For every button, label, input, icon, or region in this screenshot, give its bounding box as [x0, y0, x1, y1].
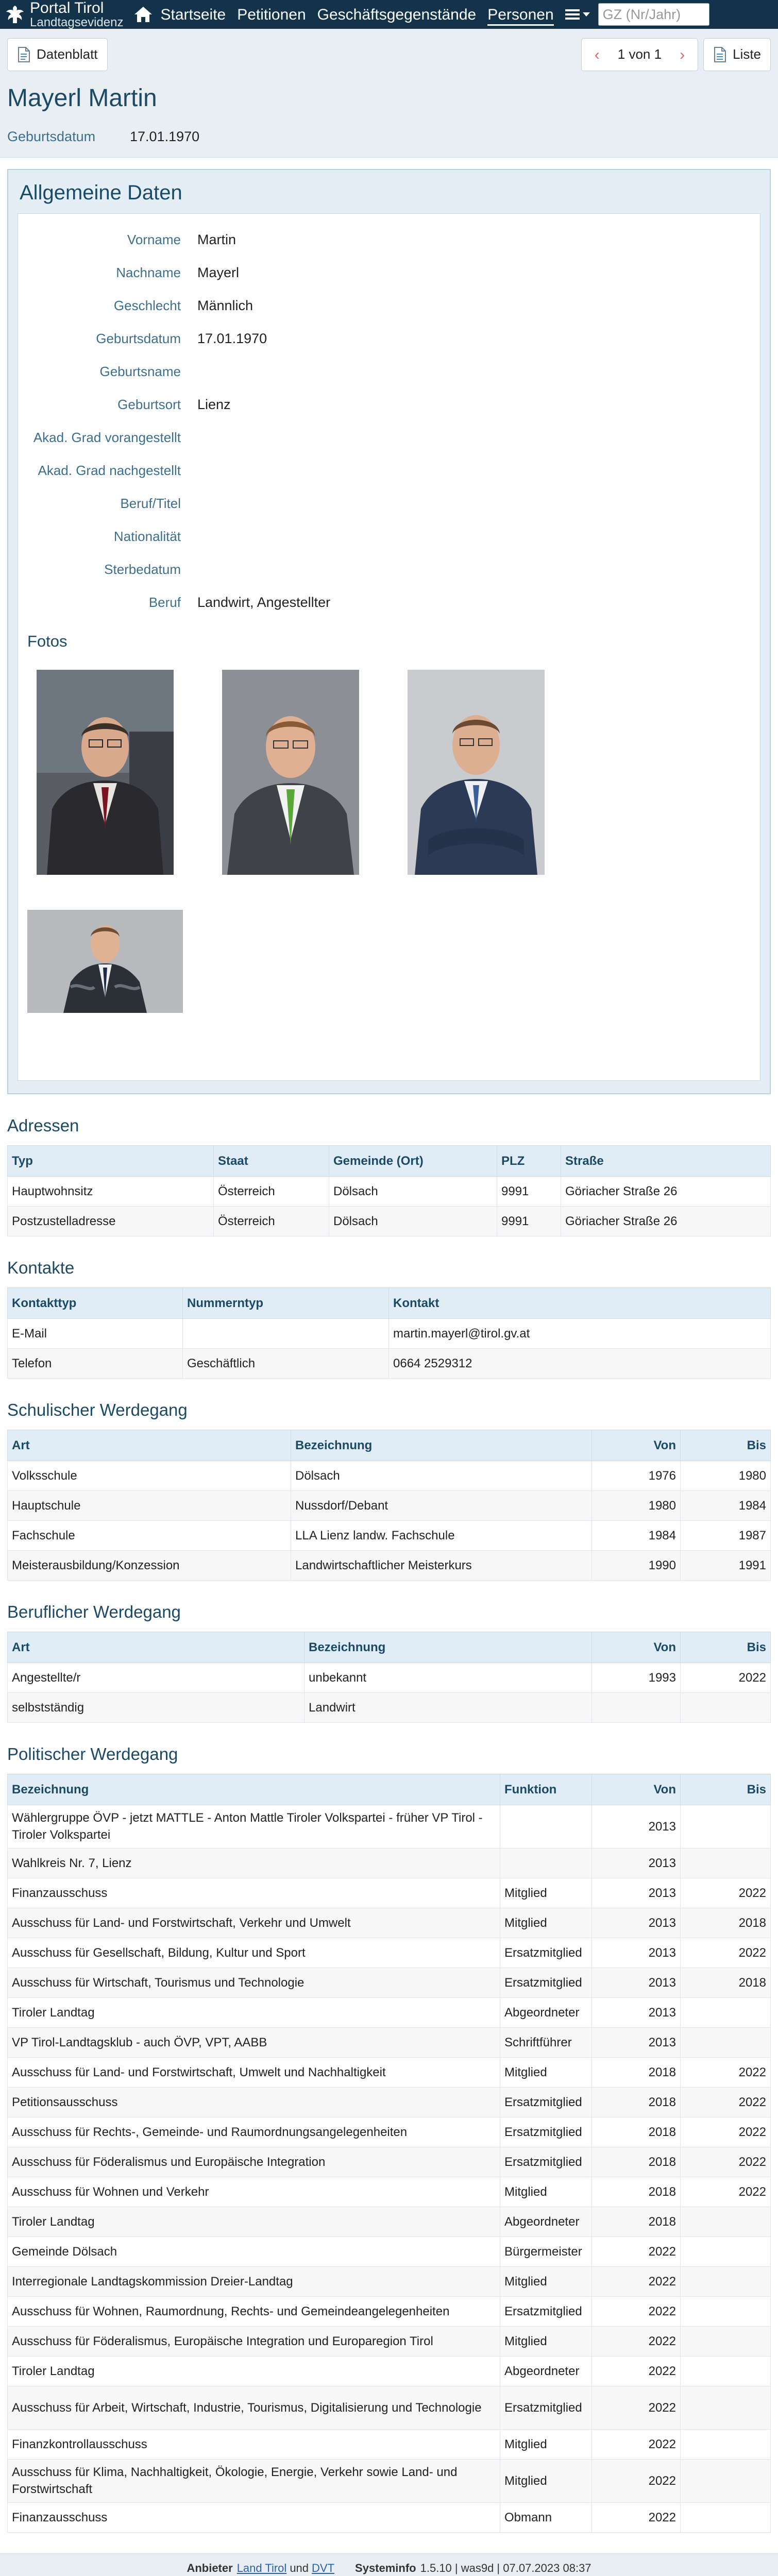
table-cell: 2013 — [592, 1878, 681, 1908]
table-row — [8, 1968, 771, 1997]
table-cell — [681, 1848, 771, 1878]
table-cell: Abgeordneter — [500, 1997, 592, 2027]
previous-arrow-icon[interactable]: ‹ — [594, 46, 600, 63]
table-cell: Ausschuss für Land- und Forstwirtschaft, Umwelt und Nachhaltigkeit — [8, 2057, 500, 2087]
portrait-photo-3[interactable] — [408, 670, 545, 875]
table-cell: Ersatzmitglied — [500, 2087, 592, 2117]
table-row — [8, 1207, 771, 1236]
table-cell: Abgeordneter — [500, 2356, 592, 2386]
column-header[interactable]: Art — [8, 1430, 291, 1461]
field-row — [27, 355, 751, 388]
table-cell — [681, 2296, 771, 2326]
table-cell: 2022 — [681, 1938, 771, 1968]
table-cell — [500, 1848, 592, 1878]
table-cell — [681, 2326, 771, 2356]
table-cell: Interregionale Landtagskommission Dreier-Landtag — [8, 2266, 500, 2296]
table-cell: Wahlkreis Nr. 7, Lienz — [8, 1848, 500, 1878]
table-cell — [681, 2502, 771, 2532]
field-row — [27, 289, 751, 322]
table-cell — [681, 2356, 771, 2386]
table-cell: 2013 — [592, 1848, 681, 1878]
pager — [581, 38, 771, 71]
fotos-title: Fotos — [27, 632, 67, 651]
table-cell: 2022 — [592, 2266, 681, 2296]
table-cell: Mitglied — [500, 1878, 592, 1908]
table-row — [8, 1805, 771, 1848]
column-header[interactable]: Funktion — [500, 1774, 592, 1805]
table-cell: 2018 — [592, 2207, 681, 2236]
table-cell: Ausschuss für Föderalismus und Europäische Integration — [8, 2147, 500, 2177]
table-cell: 2022 — [592, 2296, 681, 2326]
table-cell — [681, 2459, 771, 2502]
column-header[interactable]: Bis — [681, 1430, 771, 1461]
table-cell: 2022 — [681, 1878, 771, 1908]
table-cell: Ersatzmitglied — [500, 2147, 592, 2177]
table-row — [8, 2087, 771, 2117]
brand-title: Portal Tirol — [30, 0, 104, 16]
table-cell: 2013 — [592, 1908, 681, 1938]
hamburger-menu-icon — [565, 8, 580, 21]
table-cell: 2022 — [681, 2117, 771, 2147]
table-cell — [500, 1805, 592, 1848]
table-cell: 2022 — [681, 2087, 771, 2117]
table-cell: Ausschuss für Wirtschaft, Tourismus und Technologie — [8, 1968, 500, 1997]
table-cell: Ersatzmitglied — [500, 1938, 592, 1968]
field-label: Nachname — [116, 264, 181, 280]
table-cell: 2022 — [681, 2057, 771, 2087]
table-cell: 2018 — [681, 1908, 771, 1938]
political-header-row — [8, 1774, 771, 1805]
table-cell: Telefon — [8, 1349, 183, 1379]
table-cell: 2013 — [592, 1997, 681, 2027]
document-icon — [17, 47, 30, 62]
table-cell: Ersatzmitglied — [500, 2386, 592, 2429]
table-row — [8, 2429, 771, 2459]
table-row — [8, 1491, 771, 1521]
table-cell: 1984 — [592, 1521, 681, 1551]
table-cell: 2022 — [592, 2429, 681, 2459]
table-cell: 1984 — [681, 1491, 771, 1521]
table-cell: Petitionsausschuss — [8, 2087, 500, 2117]
table-cell — [681, 2027, 771, 2057]
table-cell: Ausschuss für Föderalismus, Europäische Integration und Europaregion Tirol — [8, 2326, 500, 2356]
photo-gallery — [27, 652, 751, 1064]
table-cell: Landwirt — [305, 1693, 592, 1723]
table-cell: 2022 — [681, 2177, 771, 2207]
table-cell: Österreich — [214, 1177, 329, 1207]
next-arrow-icon[interactable]: › — [680, 46, 685, 63]
field-label: Nationalität — [113, 528, 181, 544]
field-row — [27, 223, 751, 256]
table-cell: Nussdorf/Debant — [291, 1491, 592, 1521]
table-row — [8, 1938, 771, 1968]
table-cell — [681, 2386, 771, 2429]
table-cell: VP Tirol-Landtagsklub - auch ÖVP, VPT, AABB — [8, 2027, 500, 2057]
field-label: Geburtsdatum — [96, 330, 181, 346]
field-row — [27, 388, 751, 421]
table-cell: Ausschuss für Wohnen, Raumordnung, Rechts- und Gemeindeangelegenheiten — [8, 2296, 500, 2326]
table-cell: 2022 — [592, 2356, 681, 2386]
table-cell — [681, 2266, 771, 2296]
table-cell: Ausschuss für Land- und Forstwirtschaft, Verkehr und Umwelt — [8, 1908, 500, 1938]
table-cell — [681, 1693, 771, 1723]
brand[interactable] — [4, 0, 123, 29]
provider-label: Anbieter — [187, 2562, 233, 2575]
table-cell: selbstständig — [8, 1693, 305, 1723]
column-header[interactable]: Straße — [561, 1146, 771, 1177]
field-label: Akad. Grad vorangestellt — [33, 429, 181, 445]
column-header[interactable]: Bezeichnung — [8, 1774, 500, 1805]
page-title: Mayerl Martin — [7, 84, 157, 112]
more-menu-button[interactable] — [565, 8, 591, 21]
table-row — [8, 2356, 771, 2386]
field-row — [27, 487, 751, 520]
table-cell: unbekannt — [305, 1663, 592, 1693]
field-label: Sterbedatum — [104, 561, 181, 577]
field-label: Beruf — [148, 594, 181, 610]
nav-petitionen[interactable]: Petitionen — [237, 6, 306, 23]
table-cell: Tiroler Landtag — [8, 2207, 500, 2236]
table-row — [8, 2502, 771, 2532]
table-cell: 1987 — [681, 1521, 771, 1551]
brand-subtitle: Landtagsevidenz — [30, 15, 124, 29]
table-cell: 2022 — [681, 1663, 771, 1693]
table-cell: Dölsach — [291, 1461, 592, 1491]
table-cell: 2022 — [592, 2236, 681, 2266]
table-cell: Mitglied — [500, 1908, 592, 1938]
general-fields — [27, 223, 751, 619]
portrait-photo-4[interactable] — [27, 910, 183, 1013]
column-header[interactable]: Art — [8, 1632, 305, 1663]
table-row — [8, 1908, 771, 1938]
table-cell: Tiroler Landtag — [8, 1997, 500, 2027]
table-cell: Ausschuss für Rechts-, Gemeinde- und Raumordnungsangelegenheiten — [8, 2117, 500, 2147]
list-document-icon — [713, 47, 726, 62]
table-cell: 2013 — [592, 1968, 681, 1997]
table-cell — [681, 1997, 771, 2027]
political-title: Politischer Werdegang — [7, 1744, 178, 1764]
gz-search-input[interactable] — [598, 3, 709, 26]
table-row — [8, 1848, 771, 1878]
table-row — [8, 1693, 771, 1723]
table-row — [8, 2266, 771, 2296]
table-row — [8, 2177, 771, 2207]
column-header[interactable]: Gemeinde (Ort) — [329, 1146, 497, 1177]
political-table — [7, 1774, 771, 2533]
table-cell: Obmann — [500, 2502, 592, 2532]
table-cell: Angestellte/r — [8, 1663, 305, 1693]
table-cell: Wählergruppe ÖVP - jetzt MATTLE - Anton Mattle Tiroler Volkspartei - früher VP Tirol - Tiroler Volkspartei — [8, 1805, 500, 1848]
addresses-section — [0, 1115, 778, 1236]
top-navigation-bar — [0, 0, 778, 29]
career-table — [7, 1632, 771, 1723]
table-cell: Österreich — [214, 1207, 329, 1236]
table-cell: Göriacher Straße 26 — [561, 1177, 771, 1207]
table-cell — [681, 2207, 771, 2236]
table-cell: 2022 — [592, 2326, 681, 2356]
birth-date-value: 17.01.1970 — [130, 129, 200, 145]
table-cell: 1980 — [592, 1491, 681, 1521]
field-label: Vorname — [127, 231, 181, 247]
nav-personen[interactable]: Personen — [487, 0, 553, 29]
dvt-link[interactable]: DVT — [312, 2562, 335, 2575]
table-cell — [681, 2236, 771, 2266]
table-cell: Mitglied — [500, 2459, 592, 2502]
field-value: Mayerl — [197, 264, 240, 280]
datenblatt-button[interactable] — [7, 38, 108, 71]
school-table — [7, 1430, 771, 1581]
field-value: 17.01.1970 — [197, 330, 267, 346]
sysinfo-value: 1.5.10 | was9d | 07.07.2023 08:37 — [420, 2562, 591, 2575]
table-cell: 2018 — [592, 2057, 681, 2087]
table-cell: 1993 — [592, 1663, 681, 1693]
table-cell: 2018 — [592, 2117, 681, 2147]
contacts-table — [7, 1287, 771, 1379]
birth-date-label: Geburtsdatum — [7, 129, 96, 145]
home-icon[interactable] — [133, 6, 153, 23]
table-cell: 1976 — [592, 1461, 681, 1491]
table-row — [8, 1878, 771, 1908]
sysinfo-label: Systeminfo — [355, 2562, 416, 2575]
table-cell: Ausschuss für Arbeit, Wirtschaft, Industrie, Tourismus, Digitalisierung und Technologie — [8, 2386, 500, 2429]
field-label: Geschlecht — [113, 297, 181, 313]
column-header[interactable]: Staat — [214, 1146, 329, 1177]
tirol-eagle-logo-icon — [4, 4, 26, 25]
table-cell: Mitglied — [500, 2326, 592, 2356]
table-cell: 2018 — [592, 2087, 681, 2117]
table-cell: Dölsach — [329, 1177, 497, 1207]
table-cell: Ausschuss für Klima, Nachhaltigkeit, Ökologie, Energie, Verkehr sowie Land- und Forstwirtschaft — [8, 2459, 500, 2502]
table-cell: 2022 — [681, 2147, 771, 2177]
field-label: Geburtsort — [117, 396, 181, 412]
birth-date-line — [7, 128, 771, 146]
table-row — [8, 1461, 771, 1491]
column-header[interactable]: Bis — [681, 1632, 771, 1663]
column-header[interactable]: Bis — [681, 1774, 771, 1805]
table-row — [8, 2147, 771, 2177]
field-label: Geburtsname — [99, 363, 181, 379]
table-cell: Landwirtschaftlicher Meisterkurs — [291, 1551, 592, 1581]
table-row — [8, 2207, 771, 2236]
field-label: Beruf/Titel — [120, 495, 181, 511]
column-header[interactable]: Von — [592, 1430, 681, 1461]
field-value: Landwirt, Angestellter — [197, 594, 331, 610]
column-header[interactable]: Kontakttyp — [8, 1288, 183, 1319]
career-title: Beruflicher Werdegang — [7, 1602, 181, 1622]
table-cell: 9991 — [497, 1207, 561, 1236]
table-cell: Mitglied — [500, 2057, 592, 2087]
column-header[interactable]: PLZ — [497, 1146, 561, 1177]
table-cell: Ausschuss für Gesellschaft, Bildung, Kultur und Sport — [8, 1938, 500, 1968]
liste-label: Liste — [733, 46, 761, 62]
table-cell: Hauptwohnsitz — [8, 1177, 214, 1207]
person-header — [0, 29, 778, 158]
table-row — [8, 2027, 771, 2057]
table-row — [8, 2386, 771, 2429]
datenblatt-label: Datenblatt — [37, 46, 98, 62]
table-cell: 1990 — [592, 1551, 681, 1581]
table-row — [8, 2326, 771, 2356]
table-cell: Finanzausschuss — [8, 1878, 500, 1908]
column-header[interactable]: Nummerntyp — [183, 1288, 389, 1319]
career-header-row — [8, 1632, 771, 1663]
school-header-row — [8, 1430, 771, 1461]
addresses-title: Adressen — [7, 1116, 79, 1136]
field-value: Martin — [197, 231, 236, 247]
contacts-section — [0, 1257, 778, 1379]
general-data-content — [18, 213, 760, 1081]
school-section — [0, 1399, 778, 1581]
table-cell: Finanzausschuss — [8, 2502, 500, 2532]
table-cell: 2022 — [592, 2502, 681, 2532]
addresses-header-row — [8, 1146, 771, 1177]
column-header[interactable]: Von — [592, 1774, 681, 1805]
table-row — [8, 1319, 771, 1349]
table-cell: 0664 2529312 — [389, 1349, 771, 1379]
column-header[interactable]: Bezeichnung — [305, 1632, 592, 1663]
field-row — [27, 520, 751, 553]
table-cell: Göriacher Straße 26 — [561, 1207, 771, 1236]
table-row — [8, 2117, 771, 2147]
field-row — [27, 421, 751, 454]
table-cell: 1991 — [681, 1551, 771, 1581]
field-row — [27, 322, 751, 355]
field-value: Männlich — [197, 297, 253, 313]
table-cell: Abgeordneter — [500, 2207, 592, 2236]
table-cell: Mitglied — [500, 2266, 592, 2296]
pager-group — [581, 38, 698, 71]
table-cell: 2022 — [592, 2459, 681, 2502]
field-row — [27, 454, 751, 487]
table-cell: Ausschuss für Wohnen und Verkehr — [8, 2177, 500, 2207]
field-row — [27, 553, 751, 586]
school-title: Schulischer Werdegang — [7, 1400, 188, 1420]
table-cell: Postzustelladresse — [8, 1207, 214, 1236]
table-cell: Hauptschule — [8, 1491, 291, 1521]
table-row — [8, 1997, 771, 2027]
table-cell: 2018 — [592, 2147, 681, 2177]
table-cell: 1980 — [681, 1461, 771, 1491]
table-cell: Finanzkontrollausschuss — [8, 2429, 500, 2459]
field-row — [27, 586, 751, 619]
portrait-photo-1[interactable] — [37, 670, 174, 875]
table-row — [8, 1521, 771, 1551]
table-cell: LLA Lienz landw. Fachschule — [291, 1521, 592, 1551]
table-cell — [592, 1693, 681, 1723]
table-cell: Meisterausbildung/Konzession — [8, 1551, 291, 1581]
table-cell: Volksschule — [8, 1461, 291, 1491]
table-row — [8, 1177, 771, 1207]
table-row — [8, 1551, 771, 1581]
table-cell: Ersatzmitglied — [500, 2296, 592, 2326]
table-cell: Mitglied — [500, 2177, 592, 2207]
table-cell: Dölsach — [329, 1207, 497, 1236]
column-header[interactable]: Von — [592, 1632, 681, 1663]
column-header[interactable]: Bezeichnung — [291, 1430, 592, 1461]
caret-down-icon — [582, 11, 591, 18]
career-section — [0, 1601, 778, 1723]
table-row — [8, 2236, 771, 2266]
table-cell — [681, 1805, 771, 1848]
table-row — [8, 2057, 771, 2087]
political-section — [0, 1743, 778, 2533]
pager-count: 1 von 1 — [617, 46, 662, 62]
table-cell: 2022 — [592, 2386, 681, 2429]
table-row — [8, 1349, 771, 1379]
table-cell: 2018 — [681, 1968, 771, 1997]
provider-and: und — [290, 2562, 309, 2575]
table-row — [8, 2296, 771, 2326]
table-cell — [183, 1319, 389, 1349]
table-cell: Tiroler Landtag — [8, 2356, 500, 2386]
nav-startseite[interactable]: Startseite — [160, 6, 226, 23]
field-label: Akad. Grad nachgestellt — [38, 462, 181, 478]
column-header[interactable]: Typ — [8, 1146, 214, 1177]
table-cell: Geschäftlich — [183, 1349, 389, 1379]
land-tirol-link[interactable]: Land Tirol — [236, 2562, 287, 2575]
contacts-title: Kontakte — [7, 1258, 75, 1278]
table-cell: 2013 — [592, 1938, 681, 1968]
toolbar — [7, 38, 771, 71]
table-row — [8, 1663, 771, 1693]
table-cell: Ersatzmitglied — [500, 1968, 592, 1997]
table-cell: Gemeinde Dölsach — [8, 2236, 500, 2266]
field-value: Lienz — [197, 396, 231, 412]
liste-button[interactable] — [703, 38, 771, 71]
table-cell — [681, 2429, 771, 2459]
table-cell: Fachschule — [8, 1521, 291, 1551]
field-row — [27, 256, 751, 289]
nav-geschaeftsgegenstaende[interactable]: Geschäftsgegenstände — [317, 6, 477, 23]
table-cell: Schriftführer — [500, 2027, 592, 2057]
table-cell: Ersatzmitglied — [500, 2117, 592, 2147]
table-cell: 9991 — [497, 1177, 561, 1207]
contacts-header-row — [8, 1288, 771, 1319]
table-cell: E-Mail — [8, 1319, 183, 1349]
footer — [0, 2553, 778, 2576]
portrait-photo-2[interactable] — [222, 670, 359, 875]
table-cell: martin.mayerl@tirol.gv.at — [389, 1319, 771, 1349]
table-cell: 2013 — [592, 2027, 681, 2057]
table-cell: Mitglied — [500, 2429, 592, 2459]
table-cell: Bürgermeister — [500, 2236, 592, 2266]
addresses-table — [7, 1145, 771, 1236]
column-header[interactable]: Kontakt — [389, 1288, 771, 1319]
table-cell: 2013 — [592, 1805, 681, 1848]
table-row — [8, 2459, 771, 2502]
general-data-panel — [7, 169, 771, 1094]
table-cell: 2018 — [592, 2177, 681, 2207]
general-data-title: Allgemeine Daten — [20, 181, 182, 205]
